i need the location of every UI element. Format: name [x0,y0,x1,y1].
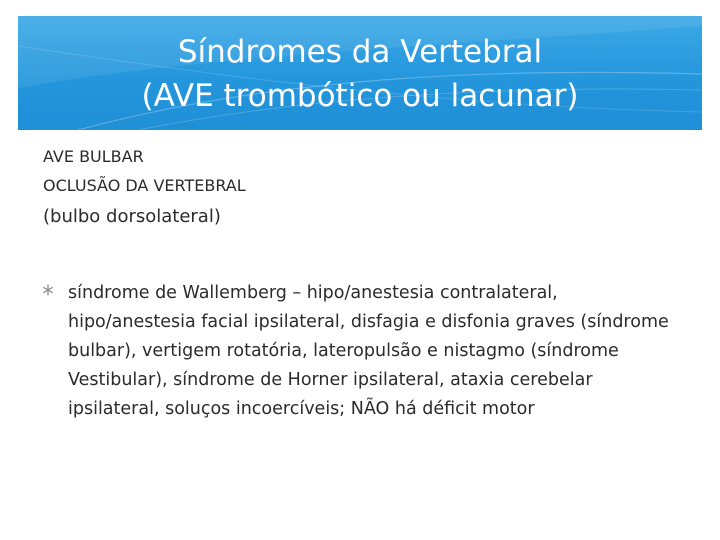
subheading-block [43,142,246,234]
bullet-list [42,279,682,424]
subheading-bulbo-dorsolateral: (bulbo dorsolateral) [43,206,221,227]
bullet-item-wallemberg: síndrome de Wallemberg – hipo/anestesia contralateral, hipo/anestesia facial ipsilateral, disfagia e disfonia graves (síndrome bulbar), vertigem rotatória, lateropulsão e nistagmo (síndrome Vestibular), síndrome de Horner ipsilateral, ataxia cerebelar ipsilateral, soluços incoercíveis; NÃO há déficit motor [68,283,669,419]
subheading-ave-bulbar: AVE BULBAR [43,147,144,166]
title-line-1: Síndromes da Vertebral [177,34,543,70]
asterisk-bullet-icon [42,284,54,296]
subheading-oclusao-vertebral: OCLUSÃO DA VERTEBRAL [43,176,246,195]
title-line-2: (AVE trombótico ou lacunar) [141,78,579,114]
slide-title [18,30,702,118]
title-banner [18,16,702,130]
